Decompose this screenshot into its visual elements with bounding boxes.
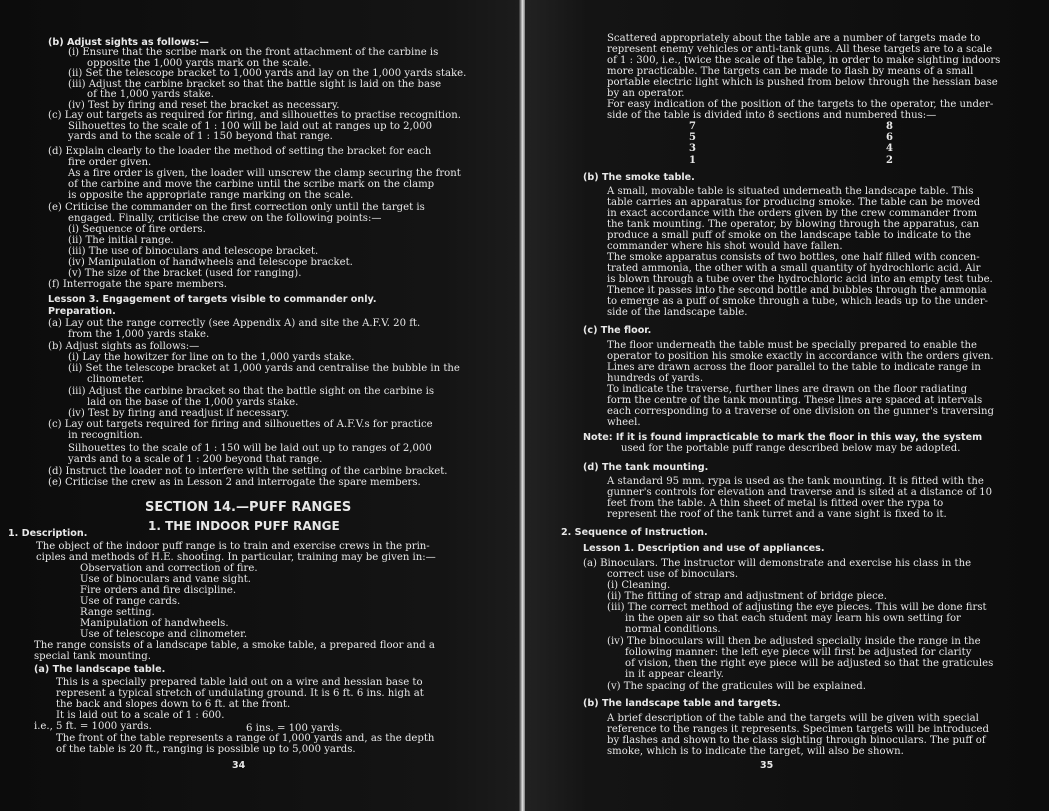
text-line: special tank mounting. — [34, 651, 151, 662]
note-line: Note: If it is found impracticable to mark the floor in this way, the system — [583, 432, 983, 443]
paragraph-heading: (b) The smoke table. — [583, 172, 695, 183]
text-line: Silhouettes to the scale of 1 : 150 will be laid out up to ranges of 2,000 — [68, 443, 432, 454]
text-line: (iii) The use of binoculars and telescope bracket. — [68, 246, 319, 257]
text-line: (ii) The initial range. — [68, 235, 174, 246]
text-line: (e) Criticise the commander on the first correction only until the target is — [48, 202, 425, 213]
text-line: A brief description of the table and the targets will be given with special — [607, 713, 979, 724]
text-line: the tank mounting. The operator, by blowing through the apparatus, can — [607, 219, 980, 230]
text-line: (iii) Adjust the carbine bracket so that the battle sight on the carbine is — [68, 386, 434, 397]
text-line: Scattered appropriately about the table are a number of targets made to — [607, 33, 981, 44]
text-line: smoke, which is to indicate the target, will also be shown. — [607, 746, 904, 757]
text-line: The smoke apparatus consists of two bottles, one half filled with concen- — [607, 252, 980, 263]
text-line: reference to the ranges it represents. Specimen targets will be introduced — [607, 724, 989, 735]
text-line: represent enemy vehicles or anti-tank guns. All these targets are to a scale — [607, 44, 993, 55]
text-line: represent a typical stretch of undulating ground. It is 6 ft. 6 ins. high at — [56, 688, 424, 699]
left-page — [0, 0, 521, 811]
text-line: is opposite the appropriate range marking on the scale. — [68, 190, 354, 201]
section-number: 6 — [886, 132, 893, 144]
text-line: fire order given. — [68, 157, 152, 168]
text-line: The object of the indoor puff range is to train and exercise crews in the prin- — [36, 541, 430, 552]
text-line: Use of range cards. — [80, 596, 181, 607]
text-line: opposite the 1,000 yards mark on the scale. — [87, 58, 312, 69]
text-line: form the centre of the tank mounting. These lines are spaced at intervals — [607, 395, 983, 406]
text-line: (i) Cleaning. — [607, 580, 671, 591]
text-line: of vision, then the right eye piece will be adjusted so that the graticules — [625, 658, 994, 669]
text-line: As a fire order is given, the loader will unscrew the clamp securing the front — [68, 168, 461, 179]
text-line: (i) Ensure that the scribe mark on the front attachment of the carbine is — [68, 47, 439, 58]
section-number: 8 — [886, 121, 893, 132]
section-numbers-left — [689, 121, 696, 166]
text-line: Range setting. — [80, 607, 155, 618]
page-number: 35 — [760, 760, 774, 771]
text-line: The floor underneath the table must be specially prepared to enable the — [607, 340, 978, 351]
text-line: side of the landscape table. — [607, 307, 748, 318]
text-line: (v) The spacing of the graticules will be explained. — [607, 681, 866, 692]
text-line: trated ammonia, the other with a small quantity of hydrochloric acid. Air — [607, 263, 981, 274]
paragraph-heading: (d) The tank mounting. — [583, 462, 709, 473]
text-line: A small, movable table is situated underneath the landscape table. This — [607, 186, 974, 197]
section-numbers-right — [886, 121, 893, 166]
text-line: (ii) Set the telescope bracket to 1,000 yards and lay on the 1,000 yards stake. — [68, 68, 467, 79]
text-line: table carries an apparatus for producing smoke. The table can be moved — [607, 197, 981, 208]
text-line: (b) Adjust sights as follows:— — [48, 341, 200, 352]
text-line: hundreds of yards. — [607, 373, 704, 384]
text-line: of the table is 20 ft., ranging is possible up to 5,000 yards. — [56, 744, 356, 755]
text-line: used for the portable puff range described below may be adopted. — [621, 443, 961, 454]
text-line: The front of the table represents a range of 1,000 yards and, as the depth — [56, 733, 435, 744]
lesson-heading: Lesson 1. Description and use of appliances. — [583, 543, 825, 554]
text-line: normal conditions. — [625, 624, 721, 635]
text-line: This is a specially prepared table laid out on a wire and hessian base to — [56, 677, 423, 688]
text-line: Lines are drawn across the floor parallel to the table to indicate range in — [607, 362, 981, 373]
text-line: To indicate the traverse, further lines are drawn on the floor radiating — [607, 384, 968, 395]
text-line: (i) Lay the howitzer for line on to the 1,000 yards stake. — [68, 352, 355, 363]
text-line: (d) Explain clearly to the loader the method of setting the bracket for each — [48, 146, 432, 157]
text-line: operator to position his smoke exactly in accordance with the orders given. — [607, 351, 994, 362]
text-line: engaged. Finally, criticise the crew on the following points:— — [68, 213, 382, 224]
text-line: gunner's controls for elevation and traverse and is sited at a distance of 10 — [607, 487, 993, 498]
text-line: laid on the base of the 1,000 yards stake. — [87, 397, 299, 408]
text-line: by flashes and shown to the class sighting through binoculars. The puff of — [607, 735, 986, 746]
paragraph-heading: (b) The landscape table and targets. — [583, 698, 781, 709]
text-line: commander where his shot would have fallen. — [607, 241, 843, 252]
text-line: produce a small puff of smoke on the landscape table to indicate to the — [607, 230, 972, 241]
text-line: (e) Criticise the crew as in Lesson 2 and interrogate the spare members. — [48, 477, 421, 488]
text-line: (ii) Set the telescope bracket at 1,000 yards and centralise the bubble in the — [68, 363, 460, 374]
text-line: Use of binoculars and vane sight. — [80, 574, 251, 585]
lesson-heading: Lesson 3. Engagement of targets visible to commander only. — [48, 294, 377, 305]
text-line: more practicable. The targets can be made to flash by means of a small — [607, 66, 974, 77]
text-line: yards and to the scale of 1 : 150 beyond that range. — [68, 131, 333, 142]
page-number: 34 — [232, 760, 246, 771]
text-line: Use of telescope and clinometer. — [80, 629, 248, 640]
text-line: in recognition. — [68, 430, 143, 441]
text-line: yards and to a scale of 1 : 200 beyond that range. — [68, 454, 323, 465]
section-number: 1 — [689, 154, 696, 166]
text-line: (b) Adjust sights as follows:— — [48, 37, 209, 48]
section-number: 5 — [689, 132, 696, 144]
text-line: Silhouettes to the scale of 1 : 100 will be laid out at ranges up to 2,000 — [68, 121, 432, 132]
text-line: (c) Lay out targets as required for firing, and silhouettes to practise recognition. — [48, 110, 461, 121]
text-line: correct use of binoculars. — [607, 569, 739, 580]
text-line: Fire orders and fire discipline. — [80, 585, 237, 596]
text-line: (iii) The correct method of adjusting the eye pieces. This will be done first — [607, 602, 987, 613]
text-line: in the open air so that each student may learn his own setting for — [625, 613, 961, 624]
text-line: (d) Instruct the loader not to interfere with the setting of the carbine bracket. — [48, 466, 448, 477]
text-line: The range consists of a landscape table, a smoke table, a prepared floor and a — [34, 640, 435, 651]
text-line: of 1 : 300, i.e., twice the scale of the table, in order to make sighting indoors — [607, 55, 1001, 66]
text-line: A standard 95 mm. rypa is used as the tank mounting. It is fitted with the — [607, 476, 984, 487]
text-line: feet from the table. A thin sheet of metal is fitted over the rypa to — [607, 498, 944, 509]
right-page — [525, 0, 1049, 811]
text-line: side of the table is divided into 8 sections and numbered thus:— — [607, 110, 937, 121]
text-line: ciples and methods of H.E. shooting. In particular, training may be given in:— — [36, 552, 436, 563]
text-line: (f) Interrogate the spare members. — [48, 279, 227, 290]
text-line: is blown through a tube over the hydrochloric acid into an empty test tube. — [607, 274, 993, 285]
text-line: by an operator. — [607, 88, 685, 99]
text-line: represent the roof of the tank turret and a vane sight is fixed to it. — [607, 509, 947, 520]
text-line: For easy indication of the position of the targets to the operator, the under- — [607, 99, 994, 110]
text-line: wheel. — [607, 417, 641, 428]
text-line: of the 1,000 yards stake. — [87, 89, 214, 100]
text-line: (c) Lay out targets required for firing and silhouettes of A.F.V.s for practice — [48, 419, 433, 430]
text-line: (iii) Adjust the carbine bracket so that the battle sight is laid on the base — [68, 79, 442, 90]
paragraph-heading: 2. Sequence of Instruction. — [561, 527, 708, 538]
paragraph-heading: (c) The floor. — [583, 325, 652, 336]
text-line: to emerge as a puff of smoke through a tube, which leads up to the under- — [607, 296, 988, 307]
text-line: (iv) Manipulation of handwheels and telescope bracket. — [68, 257, 353, 268]
text-line: (i) Sequence of fire orders. — [68, 224, 206, 235]
subsection-title: 1. THE INDOOR PUFF RANGE — [148, 519, 340, 533]
text-line: the back and slopes down to 6 ft. at the front. — [56, 699, 291, 710]
text-line: clinometer. — [87, 374, 145, 385]
text-line: (ii) The fitting of strap and adjustment of bridge piece. — [607, 591, 887, 602]
text-line: (a) Binoculars. The instructor will demonstrate and exercise his class in the — [583, 558, 972, 569]
section-number: 3 — [689, 143, 696, 155]
text-line: Manipulation of handwheels. — [80, 618, 229, 629]
text-line: 6 ins. = 100 yards. — [246, 723, 343, 734]
text-line: portable electric light which is pushed from below through the hessian base — [607, 77, 998, 88]
text-line: i.e., 5 ft. = 1000 yards. — [34, 721, 152, 732]
section-title: SECTION 14.—PUFF RANGES — [145, 500, 352, 515]
text-line: Observation and correction of fire. — [80, 563, 258, 574]
text-line: in it appear clearly. — [625, 669, 724, 680]
text-line: (iv) The binoculars will then be adjusted specially inside the range in the — [607, 636, 981, 647]
text-line: each corresponding to a traverse of one division on the gunner's traversing — [607, 406, 994, 417]
text-line: (a) The landscape table. — [34, 664, 166, 675]
text-line: (iv) Test by firing and readjust if necessary. — [68, 408, 290, 419]
text-line: following manner: the left eye piece will first be adjusted for clarity — [625, 647, 972, 658]
text-line: (iv) Test by firing and reset the bracket as necessary. — [68, 100, 340, 111]
text-line: of the carbine and move the carbine until the scribe mark on the clamp — [68, 179, 435, 190]
section-number: 4 — [886, 143, 893, 155]
paragraph-heading: 1. Description. — [8, 528, 88, 539]
text-line: in exact accordance with the orders given by the crew commander from — [607, 208, 978, 219]
section-number: 7 — [689, 121, 696, 132]
section-number: 2 — [886, 154, 893, 166]
text-line: (v) The size of the bracket (used for ranging). — [68, 268, 302, 279]
text-line: Preparation. — [48, 306, 116, 317]
text-line: Thence it passes into the second bottle and bubbles through the ammonia — [607, 285, 987, 296]
text-line: It is laid out to a scale of 1 : 600. — [56, 710, 225, 721]
text-line: from the 1,000 yards stake. — [68, 329, 210, 340]
text-line: (a) Lay out the range correctly (see Appendix A) and site the A.F.V. 20 ft. — [48, 318, 421, 329]
